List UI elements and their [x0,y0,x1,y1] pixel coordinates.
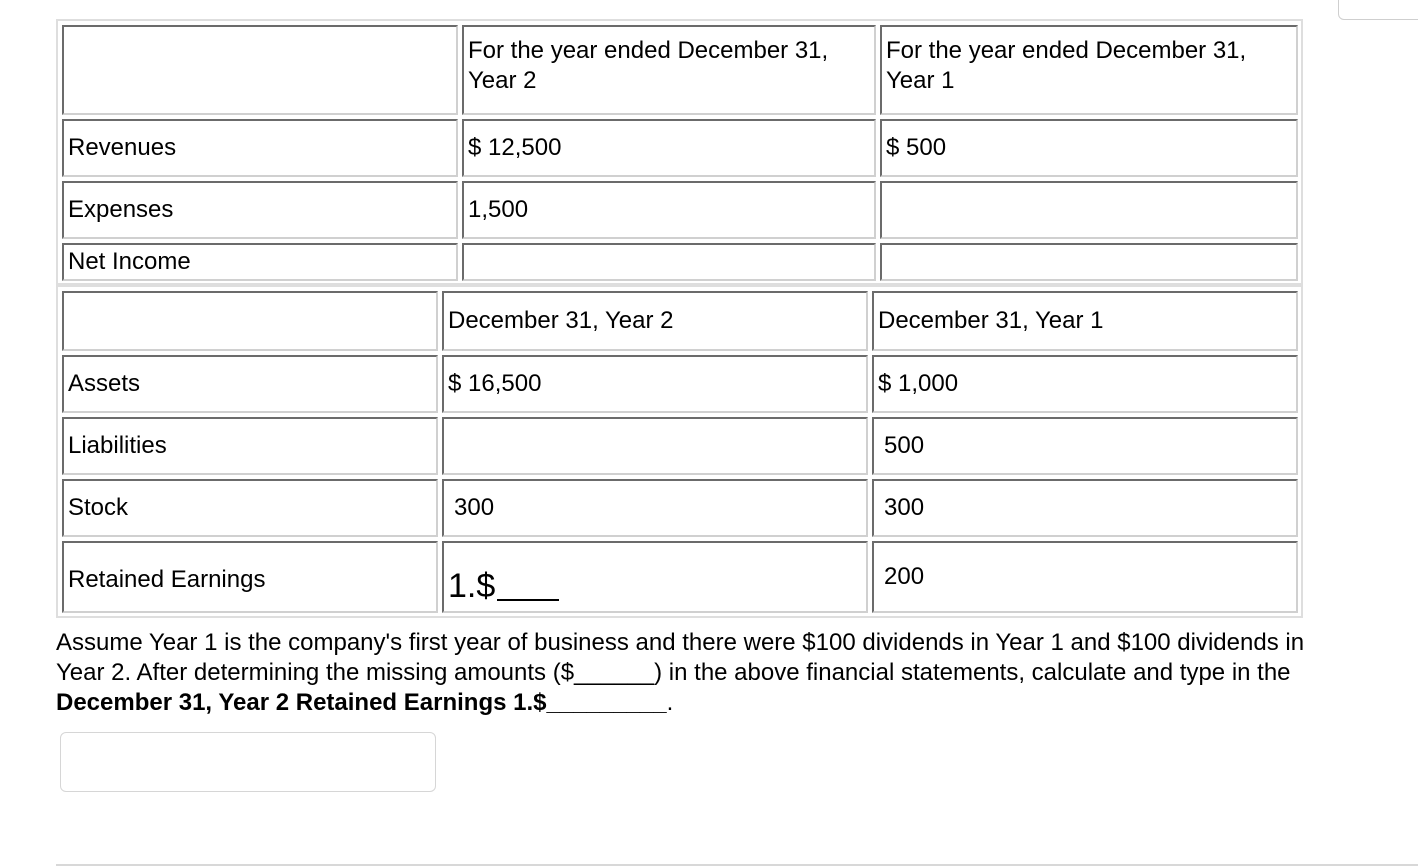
balance-sheet-table [56,285,1303,618]
corner-widget [1338,0,1418,20]
expenses-label: Expenses [62,181,458,239]
bottom-divider [56,864,1418,866]
retained-earnings-year1-value: 200 [872,541,1298,613]
income-statement-table [56,19,1303,285]
answer-blank-line [497,597,559,601]
revenues-year2-value: $ 12,500 [462,119,876,177]
expenses-year2-value: 1,500 [462,181,876,239]
retained-earnings-label: Retained Earnings [62,541,438,613]
balance-header-empty-cell [62,291,438,351]
net-income-label: Net Income [62,243,458,281]
question-text-bold: December 31, Year 2 Retained Earnings 1.$_________ [56,689,667,716]
income-header-empty-cell [62,25,458,115]
revenues-year1-value: $ 500 [880,119,1298,177]
question-text-part1: Assume Year 1 is the company's first year of business and there were $100 dividends in Year 1 and $100 dividends in Year 2. After determining the missing amounts ($______) in the above financial statements, calculate and type in the [56,629,1305,686]
stock-label: Stock [62,479,438,537]
assets-label: Assets [62,355,438,413]
answer-input[interactable] [60,732,436,792]
net-income-year2-value [462,243,876,281]
stock-year2-value: 300 [442,479,868,537]
liabilities-label: Liabilities [62,417,438,475]
retained-earnings-year2-text: 1.$ [448,567,496,605]
income-header-year2: For the year ended December 31, Year 2 [462,25,876,115]
net-income-year1-value [880,243,1298,281]
balance-header-year2: December 31, Year 2 [442,291,868,351]
expenses-year1-value [880,181,1298,239]
question-text-part2: . [666,689,674,716]
liabilities-year2-value [442,417,868,475]
liabilities-year1-value: 500 [872,417,1298,475]
income-header-year1: For the year ended December 31, Year 1 [880,25,1298,115]
retained-earnings-year2-value [442,541,868,613]
balance-header-year1: December 31, Year 1 [872,291,1298,351]
assets-year2-value: $ 16,500 [442,355,868,413]
revenues-label: Revenues [62,119,458,177]
assets-year1-value: $ 1,000 [872,355,1298,413]
question-text [56,628,1316,718]
stock-year1-value: 300 [872,479,1298,537]
